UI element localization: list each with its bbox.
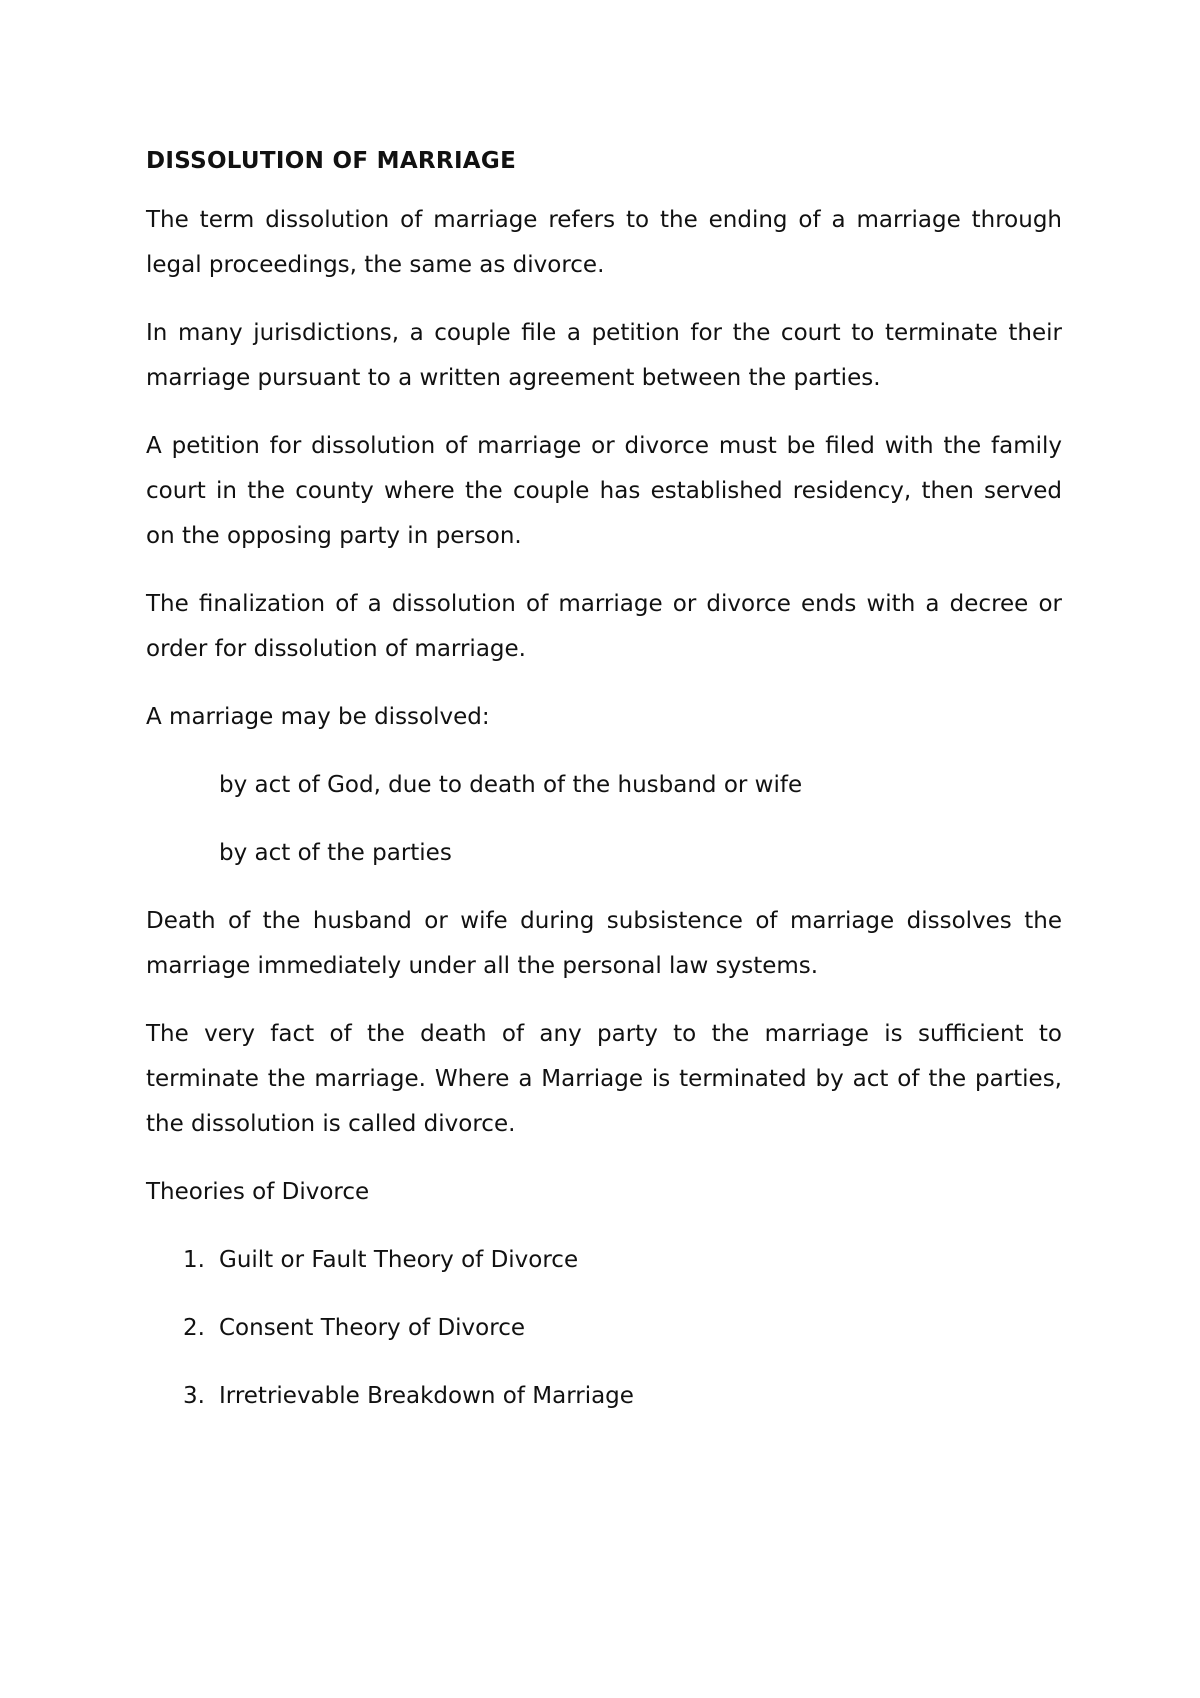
theory-item — [146, 1306, 1062, 1351]
theory-number: 3. — [183, 1383, 205, 1409]
theory-text: Guilt or Fault Theory of Divorce — [219, 1247, 579, 1273]
document-body — [146, 146, 1062, 1442]
paragraph-death-dissolves: Death of the husband or wife during subsistence of marriage dissolves the marriage immediately under all the personal law systems. — [146, 908, 1062, 979]
paragraph-definition: The term dissolution of marriage refers to the ending of a marriage through legal proceedings, the same as divorce. — [146, 207, 1062, 278]
dissolution-way-item: by act of the parties — [219, 840, 452, 866]
theories-heading: Theories of Divorce — [146, 1179, 370, 1205]
theory-text: Irretrievable Breakdown of Marriage — [219, 1383, 634, 1409]
paragraph-petition-agreement: In many jurisdictions, a couple file a petition for the court to terminate their marriage pursuant to a written agreement between the parties. — [146, 320, 1062, 391]
theory-list — [146, 1238, 1062, 1419]
paragraph-finalization: The finalization of a dissolution of marriage or divorce ends with a decree or order for dissolution of marriage. — [146, 591, 1062, 662]
theory-item — [146, 1374, 1062, 1419]
theory-number: 1. — [183, 1247, 205, 1273]
theory-number: 2. — [183, 1315, 205, 1341]
dissolution-way-item: by act of God, due to death of the husband or wife — [219, 772, 803, 798]
paragraph-called-divorce: The very fact of the death of any party to the marriage is sufficient to terminate the marriage. Where a Marriage is terminated by act of the parties, the dissolution is called divorce. — [146, 1021, 1062, 1137]
paragraph-may-be-dissolved: A marriage may be dissolved: — [146, 704, 490, 730]
theory-item — [146, 1238, 1062, 1283]
paragraph-filing: A petition for dissolution of marriage or divorce must be filed with the family court in the county where the couple has established residency, then served on the opposing party in person. — [146, 433, 1062, 549]
document-title: DISSOLUTION OF MARRIAGE — [146, 148, 517, 174]
theory-text: Consent Theory of Divorce — [219, 1315, 525, 1341]
